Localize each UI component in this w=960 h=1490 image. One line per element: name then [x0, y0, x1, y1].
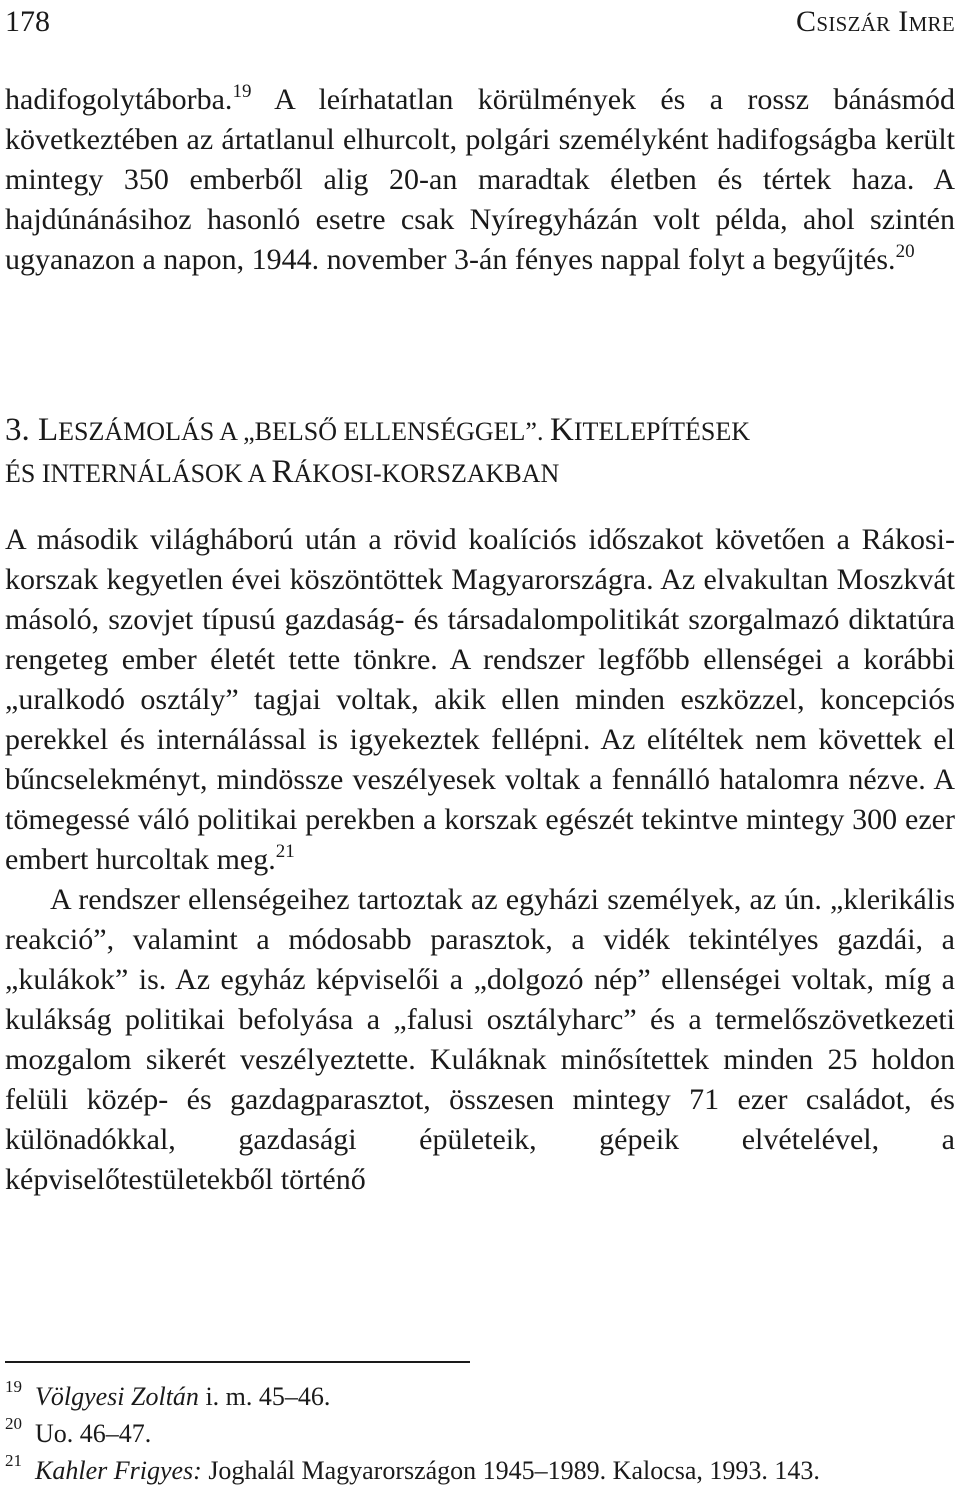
- section-number: 3.: [5, 412, 38, 448]
- paragraph-1: [5, 520, 955, 880]
- footnote-separator: [5, 1361, 470, 1363]
- footnote-21: [5, 1452, 955, 1489]
- footnote-author: Völgyesi Zoltán: [35, 1382, 199, 1411]
- section-heading: [5, 410, 955, 494]
- footnote-text: [35, 1378, 330, 1415]
- section-title-initial-l: L: [38, 412, 59, 448]
- section-title-initial-k: K: [549, 412, 574, 448]
- footnote-ref-19: 19: [232, 81, 252, 102]
- section-title-part-1: ESZÁMOLÁS A „BELSŐ ELLENSÉGGEL”.: [58, 417, 550, 446]
- footnote-number: 21: [5, 1451, 22, 1470]
- section-heading-line-2: [5, 452, 955, 494]
- paragraph-1-text: A második világháború után a rövid koalíciós időszakot követően a Rákosi-korszak kegyetlen évei köszöntöttek Magyarországra. Az elvakultan Moszkvát másoló, szovjet típusú gazdaság- és társadalompolitikát szorgalmazó diktatúra rengeteg ember életét tette tönkre. A rendszer legfőbb ellenségei a korábbi „uralkodó osztály” tagjai voltak, akik ellen minden eszközzel, koncepciós perekkel és internálással is igyekeztek fellépni. Az elítéltek nem követtek el bűncselekményt, mindössze veszélyesek voltak a fennálló hatalomra nézve. A tömegessé váló politikai perekben a korszak egészét tekintve mintegy 300 ezer embert hurcoltak meg.: [5, 523, 955, 876]
- section-title-part-3: ÉS INTERNÁLÁSOK A: [5, 459, 272, 488]
- paragraph-text-a: hadifogolytáborba.: [5, 83, 233, 116]
- footnote-author: Kahler Frigyes:: [35, 1456, 202, 1485]
- footnote-citation: i. m. 45–46.: [198, 1382, 331, 1411]
- section-title-part-2: ITELEPÍTÉSEK: [573, 417, 751, 446]
- paragraph-continued: [5, 80, 955, 280]
- footnote-text: [35, 1452, 820, 1489]
- footnote-20: [5, 1415, 955, 1452]
- running-title: Csiszár Imre: [796, 5, 955, 38]
- footnotes: [5, 1378, 955, 1489]
- footnote-number: 20: [5, 1414, 22, 1433]
- section-title-initial-r: R: [271, 454, 294, 490]
- footnote-citation: Joghalál Magyarországon 1945–1989. Kalocsa, 1993. 143.: [201, 1456, 820, 1485]
- paragraph-2-text: A rendszer ellenségeihez tartoztak az egyházi személyek, az ún. „klerikális reakció”, valamint a módosabb parasztok, a vidék tekintélyes gazdái, a „kulákok” is. Az egyház képviselői a „dolgozó nép” ellenségei voltak, míg a kulákság politikai befolyása a „falusi osztályharc” és a termelőszövetkezeti mozgalom sikerét veszélyeztette. Kuláknak minősítettek minden 25 holdon felüli közép- és gazdagparasztot, összesen mintegy 71 ezer családot, és különadókkal, gazdasági épületeik, gépeik elvételével, a képviselőtestületekből történő: [5, 883, 955, 1196]
- section-heading-line-1: [5, 410, 955, 452]
- running-head: [5, 2, 955, 42]
- paragraph-text-b: A leírhatatlan körülmények és a rossz bánásmód következtében az ártatlanul elhurcolt, polgári személyként hadifogságba került mintegy 350 emberből alig 20-an maradtak életben és tértek haza. A hajdúnánásihoz hasonló esetre csak Nyíregyházán volt példa, ahol szintén ugyanazon a napon, 1944. november 3-án fényes nappal folyt a begyűjtés.: [5, 83, 955, 276]
- footnote-ref-20: 20: [895, 241, 915, 262]
- continued-paragraph: [5, 80, 955, 280]
- section-title-part-4: ÁKOSI-KORSZAKBAN: [293, 459, 560, 488]
- main-text: [5, 520, 955, 1200]
- paragraph-2: [5, 880, 955, 1200]
- footnote-19: [5, 1378, 955, 1415]
- page-number: 178: [5, 5, 50, 38]
- footnote-citation: Uo. 46–47.: [35, 1419, 152, 1448]
- footnote-text: [35, 1415, 151, 1452]
- footnote-ref-21: 21: [275, 841, 295, 862]
- footnote-number: 19: [5, 1377, 22, 1396]
